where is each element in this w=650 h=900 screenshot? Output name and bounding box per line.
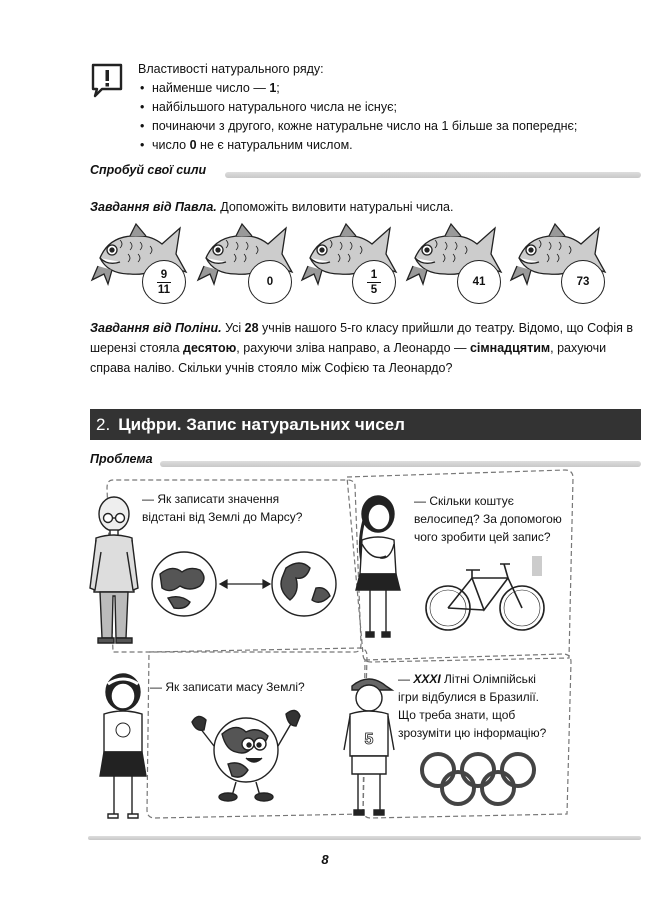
section-title: Цифри. Запис натуральних чисел	[118, 415, 405, 434]
note-item: • число 0 не є натуральним числом.	[152, 136, 618, 155]
fish-card[interactable]	[405, 220, 505, 320]
shirt-number: 5	[364, 731, 374, 748]
heading-divider	[225, 172, 641, 178]
try-heading: Спробуй свої сили	[90, 163, 207, 177]
fish-number: 73	[561, 260, 605, 304]
earth-character-illustration	[188, 700, 304, 802]
note-list	[138, 79, 618, 155]
attention-icon	[90, 62, 124, 103]
fish-card[interactable]	[509, 220, 609, 320]
note-item: • починаючи з другого, кожне натуральне число на 1 більше за попереднє;	[152, 117, 618, 136]
note-item: • найбільшого натурального числа не існує;	[152, 98, 618, 117]
girl-with-braid-illustration	[350, 492, 406, 642]
problem-heading: Проблема	[90, 452, 153, 466]
bicycle-illustration	[422, 556, 552, 636]
section-heading	[90, 409, 641, 440]
task-pavlo: Завдання від Павла. Допоможіть виловити натуральні числа.	[90, 200, 454, 214]
note-title: Властивості натурального ряду:	[138, 62, 324, 76]
natural-series-properties	[138, 60, 618, 155]
fish-card[interactable]	[196, 220, 296, 320]
earth-and-mars-illustration	[150, 548, 340, 622]
section-number: 2.	[96, 415, 111, 434]
note-item: • найменше число — 1;	[152, 79, 618, 98]
girl-with-hairband-illustration	[94, 672, 152, 822]
fish-number: 41	[457, 260, 501, 304]
fish-number: 9 11	[142, 260, 186, 304]
page-number: 8	[321, 852, 329, 867]
question-mars: — Як записати значення відстані від Землі до Марсу?	[142, 492, 303, 524]
bottom-divider	[88, 836, 641, 840]
boy-with-cap-illustration	[340, 670, 398, 820]
task-title: Завдання від Поліни.	[90, 321, 222, 335]
question-olympics: — XXXI Літні Олімпійські ігри відбулися в Бразилії. Що треба знати, щоб зрозуміти цю інформацію?	[398, 672, 547, 740]
question-earth-mass: — Як записати масу Землі?	[150, 680, 305, 694]
olympic-rings-icon	[418, 748, 538, 812]
fish-number: 1 5	[352, 260, 396, 304]
fish-card[interactable]	[300, 220, 400, 320]
task-title: Завдання від Павла.	[90, 200, 217, 214]
boy-with-glasses-illustration	[86, 492, 142, 648]
fish-card[interactable]	[90, 220, 190, 320]
question-bicycle: — Скільки коштує велосипед? За допомогою чого зробити цей запис?	[414, 494, 562, 544]
task-polina: Завдання від Поліни. Усі 28 учнів нашого 5-го класу прийшли до театру. Відомо, що Софія в шерензі стояла десятою, рахуючи зліва направо, а Леонардо — сімнадцятим, рахуючи справа наліво. Скільки учнів стояло між Софією та Леонардо?	[90, 321, 634, 375]
fish-number: 0	[248, 260, 292, 304]
